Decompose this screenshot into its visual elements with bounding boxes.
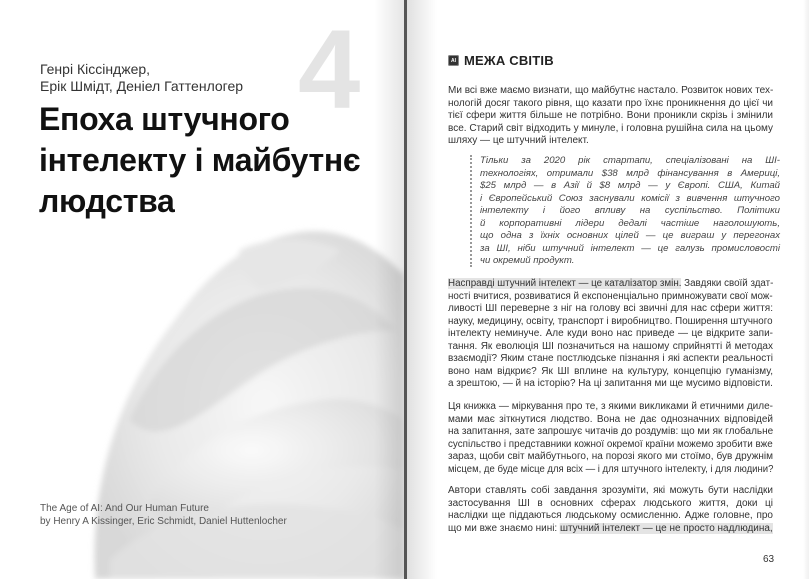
text-line: Ми всі вже маємо визнати, що майбутнє настало. Розвиток нових тех- [448,85,774,96]
text-line: Автори ставлять собі завдання зрозуміти, які можуть бути наслідки [448,485,773,496]
pull-quote [480,155,780,268]
paragraph [448,485,773,535]
text-segment: що ми вже знаємо нині: [448,522,560,534]
text-line: все. Старий світ відходить у минуле, і головна рушійна сила на цьому [448,122,773,134]
text-line: шляху — це штучний інтелект. [448,135,589,146]
ai-chip-icon: AI [448,55,459,66]
text-line: інтелекту неминуче. Але куди воно нас приведе — це відкрите запи- [448,328,773,339]
chapter-number: 4 [298,7,361,132]
paragraph [448,85,773,148]
text-line: що одна з їхніх основних цілей — це виграш у перегонах [480,230,780,241]
text-line: й корпоративні лідери дедалі частіше наголошують, [480,217,780,229]
text-line: і Європейський Союз заснували комісії з вивчення штучного [480,192,780,204]
text-line: тання. Як еволюція ШІ позначиться на нашому сприйнятті й методах [448,340,773,352]
text-line: наслідки ще піддаються людському осмисленню. Адже головне, про [448,510,773,521]
section-heading [448,53,554,68]
highlighted-text: Насправді штучний інтелект — це каталізатор змін. [448,278,682,289]
title-line: людства [39,183,175,219]
text-line: нологій досяг такого рівня, що казати про їхнє проникнення до цієї чи [448,97,773,109]
text-line: Ця книжка — міркування про те, з якими викликами й етичними диле- [448,401,773,412]
text-segment: Завдяки своїй здат- [681,278,774,289]
text-line: ності вчитися, розвиватися й експоненціально примножувати свої мож- [448,290,773,302]
text-line [448,278,773,291]
page-number: 63 [763,554,775,565]
text-line: тієї сфери життя більше не потрібно. Вони проникли скрізь і змінили [448,110,773,121]
caption-line: by Henry A Kissinger, Eric Schmidt, Daniel Huttenlocher [40,516,287,527]
paragraph [448,401,773,476]
book-title [39,99,360,222]
text-line: на запитання, зате запрошує читачів до роздумів: що ми як глобальне [448,426,774,437]
text-line: воно нам відкриє? Як ШІ вплине на культуру, концепцію гуманізму, [448,365,773,377]
title-line: інтелекту і майбутнє [39,142,361,178]
spine-shadow [407,0,437,579]
text-line: Тільки за 2020 рік стартапи, спеціалізовані на ШІ- [480,155,780,166]
text-line: застосування ШІ в основних сферах людського життя, доки ці [448,497,773,509]
text-line: технологіях, отримали $38 млрд фінансування в Америці, [480,167,780,179]
left-page [0,0,404,579]
text-line: місцем, де буде місце для всіх — і для штучного інтелекту, і для людини? [448,463,774,475]
paragraph [448,278,773,391]
text-line: суспільство і представники кожної окремої країни можемо зробити вже [448,438,773,450]
page-edge [803,0,809,579]
author-line: Генрі Кіссінджер, [40,61,151,77]
text-line: взаємодії? Яким стане постлюдське пізнання і які аспекти реальності [448,353,773,364]
original-title-caption [40,502,287,528]
text-line: чи окремий продукт. [480,255,575,266]
section-title: МЕЖА СВІТІВ [464,53,554,68]
text-line: мами має зіткнутися людство. Вона не дає однозначних відповідей [448,413,773,425]
text-line [448,523,773,536]
author-line: Ерік Шмідт, Деніел Гаттенлогер [40,78,244,94]
caption-line: The Age of AI: And Our Human Future [40,503,209,514]
book-authors [40,61,243,95]
text-line: зараз, щоби світ майбутнього, на порозі якого ми стоїмо, був дружнім [448,451,773,462]
text-line: а зрештою, — й на історію? На ці запитання ми ще мусимо відповісти. [448,378,773,389]
quote-dotted-rule [470,155,472,267]
text-line: інтелекту і його впливу на суспільство. Політики [480,205,780,216]
highlighted-text: штучний інтелект — це не просто надлюдина, [559,522,773,534]
text-line: $25 млрд — в Азії й $8 млрд — у Європі. США, Китай [480,180,780,191]
spine-shadow [374,0,404,579]
title-line: Епоха штучного [39,101,290,137]
text-line: за ШІ, ніби штучний інтелект — це галузь промисловості [480,242,780,254]
text-line: ливості ШІ переверне з ніг на голову всі звичні для нас сфери життя: [448,303,773,314]
text-line: науку, медицину, освіту, транспорт і виробництво. Поширення штучного [448,315,773,327]
